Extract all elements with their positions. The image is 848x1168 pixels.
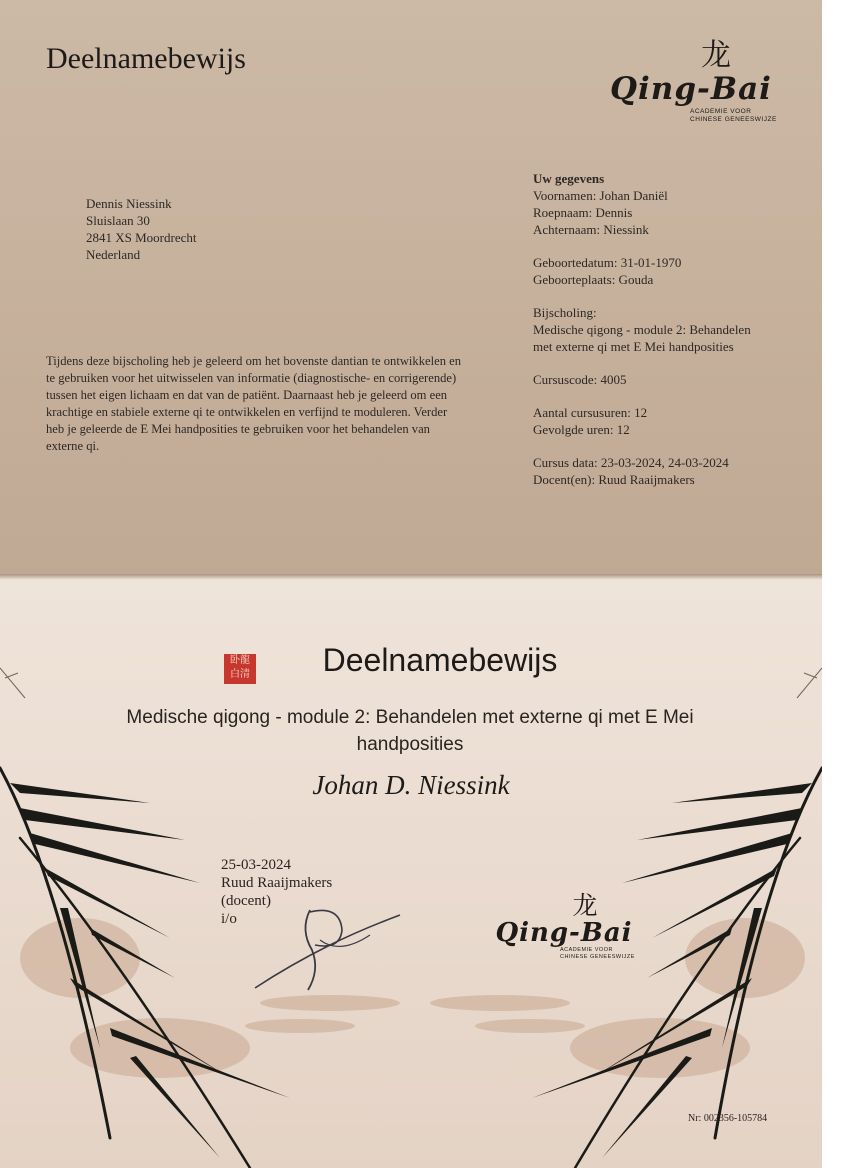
course-name-line2: met externe qi met E Mei handposities <box>533 339 734 354</box>
attended-hours: Gevolgde uren: 12 <box>533 422 630 437</box>
participant-name: Johan D. Niessink <box>312 770 510 800</box>
scan-margin <box>822 0 848 1168</box>
signer-role: (docent) <box>221 893 271 909</box>
participant-details <box>533 170 751 488</box>
last-name: Achternaam: Niessink <box>533 222 649 237</box>
dragon-kanji: 龙 <box>701 38 731 73</box>
birth-date: Geboortedatum: 31-01-1970 <box>533 255 682 270</box>
signer-name: Ruud Raaijmakers <box>221 875 333 891</box>
birth-place: Geboorteplaats: Gouda <box>533 272 654 287</box>
dragon-kanji: 龙 <box>572 891 598 920</box>
nickname: Roepnaam: Dennis <box>533 205 633 220</box>
instructor: Docent(en): Ruud Raaijmakers <box>533 472 695 487</box>
signer-note: i/o <box>221 911 237 927</box>
recipient-address <box>86 195 197 263</box>
logo-subtitle: ACADEMIE VOOR CHINESE GENEESWIJZE <box>560 947 635 960</box>
logo-subtitle: ACADEMIE VOOR CHINESE GENEESWIJZE <box>690 108 777 123</box>
course-code: Cursuscode: 4005 <box>533 372 627 387</box>
issue-date: 25-03-2024 <box>221 857 291 873</box>
qing-bai-logo-bottom <box>495 891 638 961</box>
page-title: Deelnamebewijs <box>46 42 246 75</box>
handwritten-signature <box>250 900 410 995</box>
certificate-number: Nr: 002356-105784 <box>688 1113 768 1124</box>
address-name: Dennis Niessink <box>86 196 172 211</box>
certificate-title: Deelnamebewijs <box>322 642 558 678</box>
course-description: Tijdens deze bijscholing heb je geleerd om het bovenste dantian te ontwikkelen en te gebruiken voor het uitwisselen van informatie (diagnostische- en corrigerende) tussen het eigen lichaam en dat van de patiënt. Daarnaast heb je geleerd om een krachtige en stabiele externe qi te ontwikkelen en verfijnd te moduleren. Verder heb je geleerde de E Mei handposities te gebruiken voor het behandelen van externe qi. <box>46 354 462 453</box>
certificate-course: Medische qigong - module 2: Behandelen met externe qi met E Mei handposities <box>126 707 694 755</box>
qing-bai-logo <box>612 40 780 124</box>
course-hours: Aantal cursusuren: 12 <box>533 405 648 420</box>
course-name-line1: Medische qigong - module 2: Behandelen <box>533 322 751 337</box>
logo-wordmark: Qing-Bai <box>495 918 633 948</box>
logo-wordmark: Qing-Bai <box>610 71 772 107</box>
details-heading: Uw gegevens <box>533 171 605 186</box>
address-city: 2841 XS Moordrecht <box>86 230 197 245</box>
course-dates: Cursus data: 23-03-2024, 24-03-2024 <box>533 455 729 470</box>
first-names: Voornamen: Johan Daniël <box>533 188 668 203</box>
reed-wash <box>20 918 805 1078</box>
address-country: Nederland <box>86 247 141 262</box>
red-seal-stamp: 卧龍 白清 <box>224 654 256 684</box>
course-label: Bijscholing: <box>533 305 597 320</box>
address-street: Sluislaan 30 <box>86 213 150 228</box>
